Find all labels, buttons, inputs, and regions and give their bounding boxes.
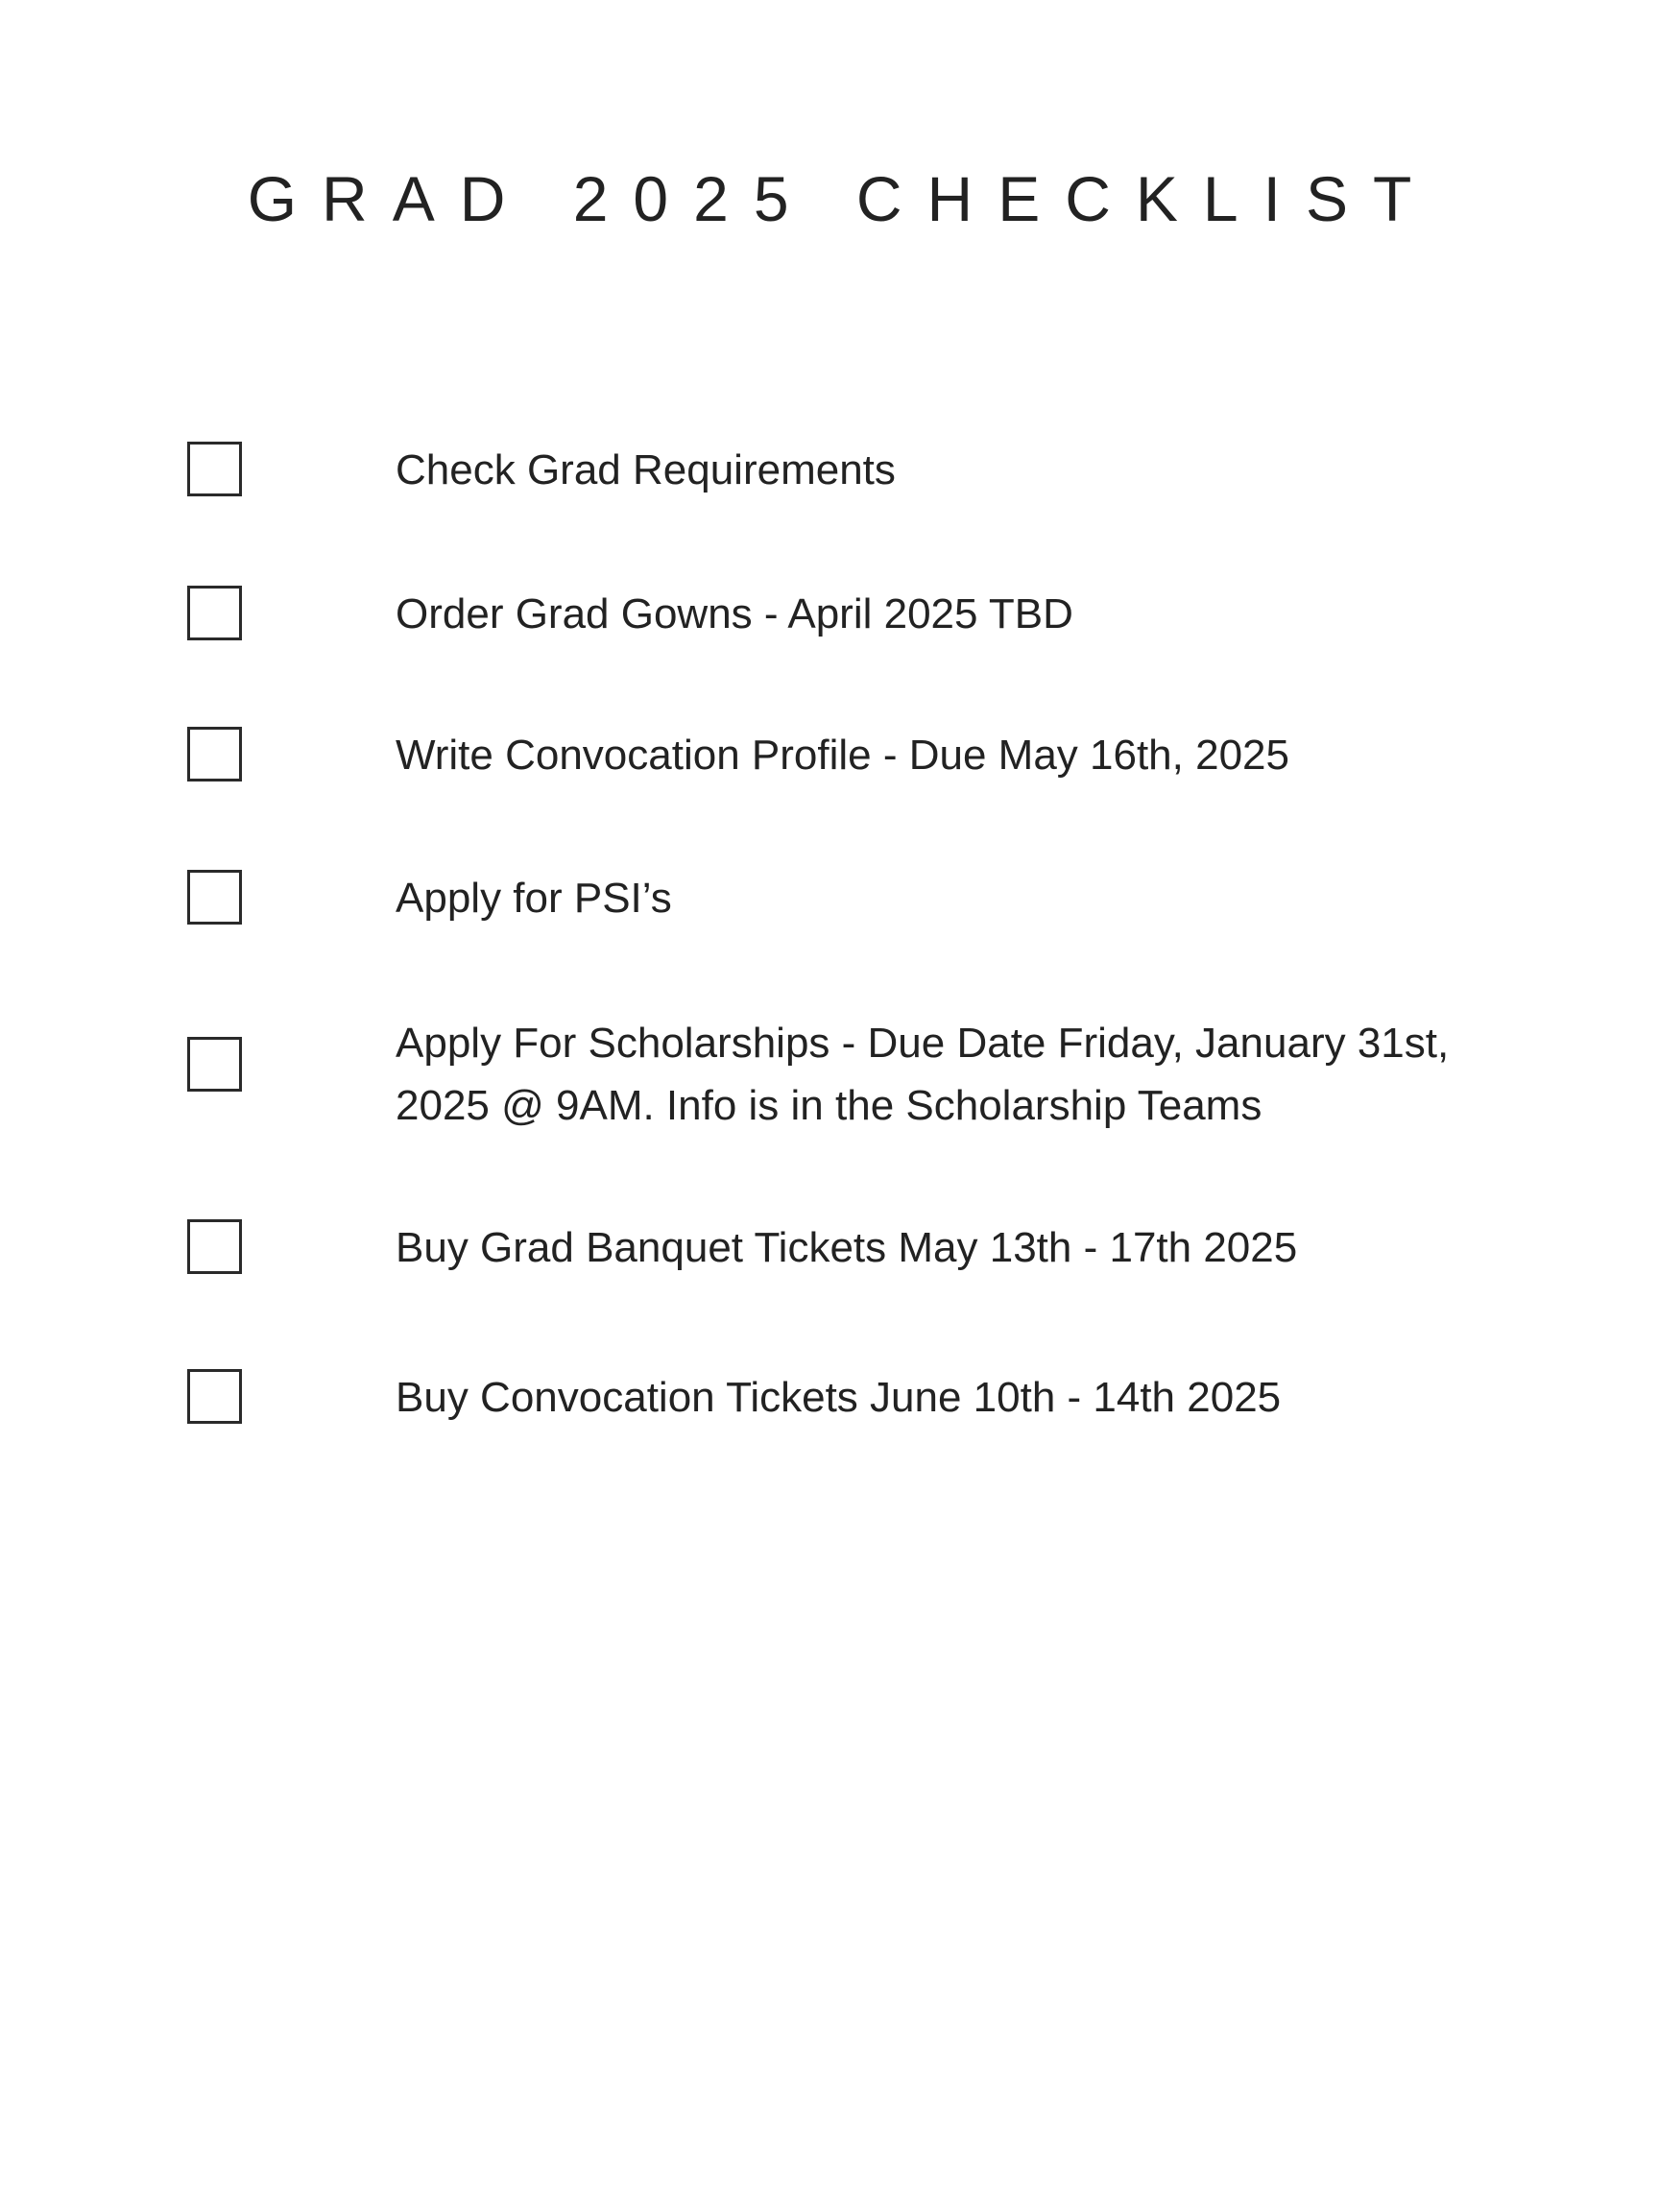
checkbox[interactable] bbox=[187, 1037, 242, 1092]
checklist-item-label: Order Grad Gowns - April 2025 TBD bbox=[396, 590, 1073, 637]
checklist-item-label: Buy Convocation Tickets June 10th - 14th 2025 bbox=[396, 1374, 1282, 1421]
checkbox[interactable] bbox=[187, 1369, 242, 1424]
checklist-item-label: Apply for PSI’s bbox=[396, 875, 672, 922]
checkbox[interactable] bbox=[187, 586, 242, 640]
checklist-item-label: Check Grad Requirements bbox=[396, 446, 896, 493]
page-title: GRAD 2025 CHECKLIST bbox=[247, 163, 1437, 234]
checkbox[interactable] bbox=[187, 442, 242, 496]
checkbox[interactable] bbox=[187, 1219, 242, 1274]
checkbox[interactable] bbox=[187, 870, 242, 925]
checklist-item-label: Write Convocation Profile - Due May 16th, 2025 bbox=[396, 732, 1289, 779]
checklist-item-label: Buy Grad Banquet Tickets May 13th - 17th 2025 bbox=[396, 1224, 1298, 1271]
checklist-item-label: Apply For Scholarships - Due Date Friday, January 31st, 2025 @ 9AM. Info is in the Scholarship Teams bbox=[396, 1020, 1450, 1129]
checkbox[interactable] bbox=[187, 727, 242, 781]
